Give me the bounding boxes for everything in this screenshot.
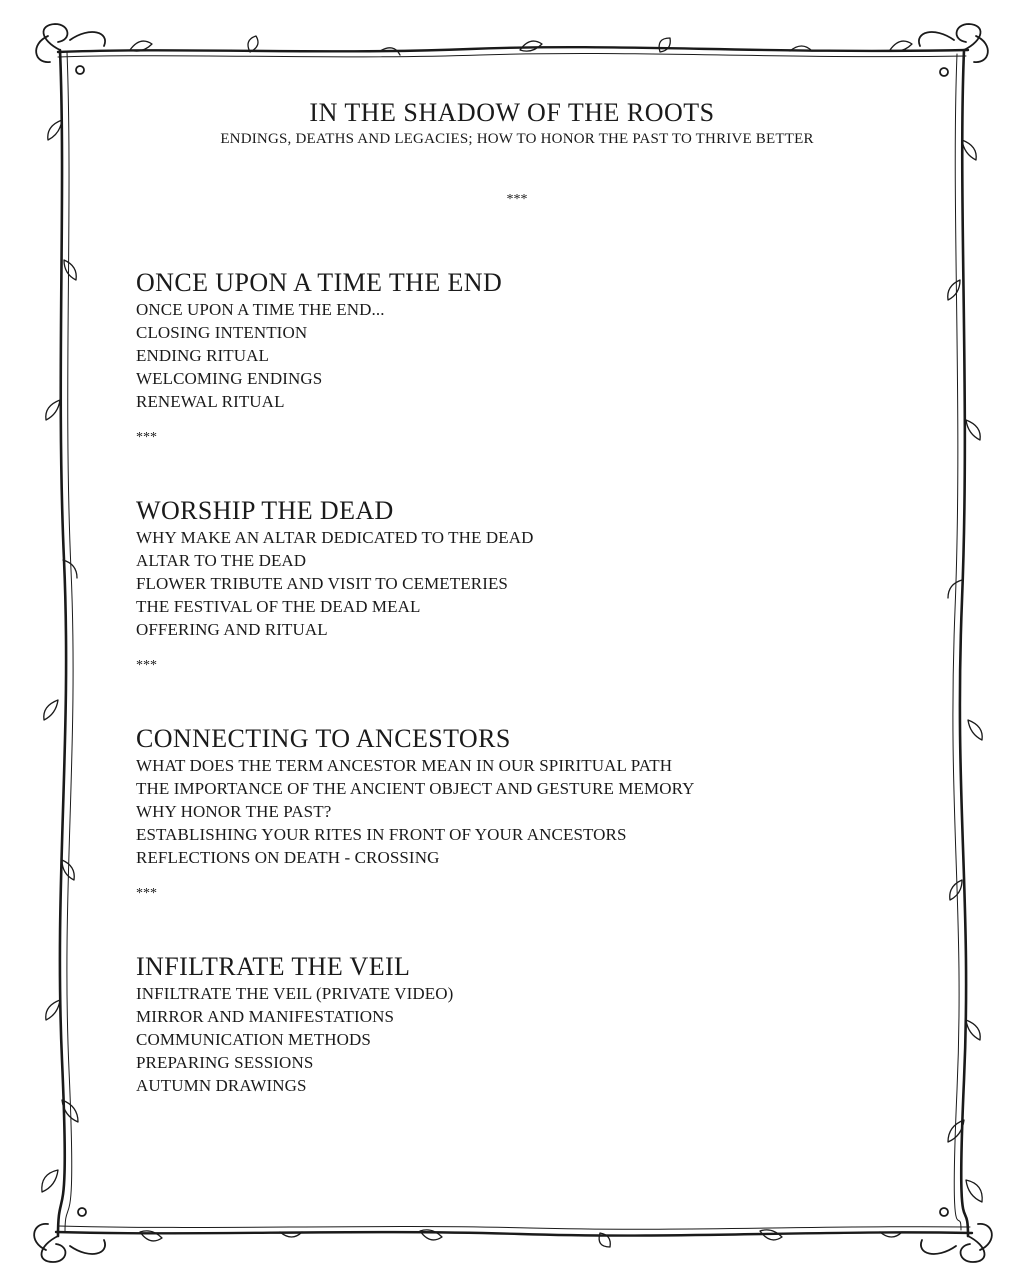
list-item: WHAT DOES THE TERM ANCESTOR MEAN IN OUR SPIRITUAL PATH	[136, 756, 673, 775]
section-item-list	[136, 526, 896, 641]
list-item: WHY MAKE AN ALTAR DEDICATED TO THE DEAD	[136, 528, 534, 547]
section-item-list	[136, 298, 896, 413]
section-heading: WORSHIP THE DEAD	[136, 496, 394, 525]
list-item: CLOSING INTENTION	[136, 323, 308, 342]
section-worship-the-dead	[136, 496, 896, 673]
list-item: AUTUMN DRAWINGS	[136, 1076, 307, 1095]
right-branch	[960, 50, 968, 1236]
section-infiltrate-the-veil	[136, 952, 896, 1097]
list-item: RENEWAL RITUAL	[136, 392, 285, 411]
page-subtitle: ENDINGS, DEATHS AND LEGACIES; HOW TO HONOR THE PAST TO THRIVE BETTER	[220, 131, 814, 147]
section-separator: ***	[136, 658, 157, 673]
list-item: PREPARING SESSIONS	[136, 1053, 314, 1072]
list-item: MIRROR AND MANIFESTATIONS	[136, 1007, 395, 1026]
list-item: COMMUNICATION METHODS	[136, 1030, 371, 1049]
top-branch	[58, 47, 968, 52]
section-heading: INFILTRATE THE VEIL	[136, 952, 411, 981]
left-branch	[58, 50, 66, 1236]
list-item: ENDING RITUAL	[136, 346, 270, 365]
list-item: THE FESTIVAL OF THE DEAD MEAL	[136, 597, 421, 616]
page-title: IN THE SHADOW OF THE ROOTS	[309, 98, 715, 127]
list-item: WHY HONOR THE PAST?	[136, 802, 332, 821]
section-connecting-to-ancestors	[136, 724, 896, 901]
list-item: THE IMPORTANCE OF THE ANCIENT OBJECT AND GESTURE MEMORY	[136, 779, 695, 798]
section-heading: CONNECTING TO ANCESTORS	[136, 724, 511, 753]
list-item: INFILTRATE THE VEIL (PRIVATE VIDEO)	[136, 984, 454, 1003]
list-item: ONCE UPON A TIME THE END...	[136, 300, 385, 319]
section-separator: ***	[136, 886, 157, 901]
list-item: ESTABLISHING YOUR RITES IN FRONT OF YOUR ANCESTORS	[136, 825, 627, 844]
corner-ornament-bottom-left	[34, 1208, 105, 1262]
list-item: WELCOMING ENDINGS	[136, 369, 323, 388]
section-item-list	[136, 982, 896, 1097]
list-item: REFLECTIONS ON DEATH - CROSSING	[136, 848, 440, 867]
list-item: FLOWER TRIBUTE AND VISIT TO CEMETERIES	[136, 574, 508, 593]
bottom-branch	[56, 1232, 972, 1236]
section-separator: ***	[136, 430, 157, 445]
section-once-upon-a-time	[136, 268, 896, 445]
list-item: OFFERING AND RITUAL	[136, 620, 328, 639]
section-heading: ONCE UPON A TIME THE END	[136, 268, 503, 297]
list-item: ALTAR TO THE DEAD	[136, 551, 307, 570]
corner-ornament-top-left	[36, 24, 105, 74]
header-separator: ***	[506, 192, 528, 207]
section-item-list	[136, 754, 896, 869]
